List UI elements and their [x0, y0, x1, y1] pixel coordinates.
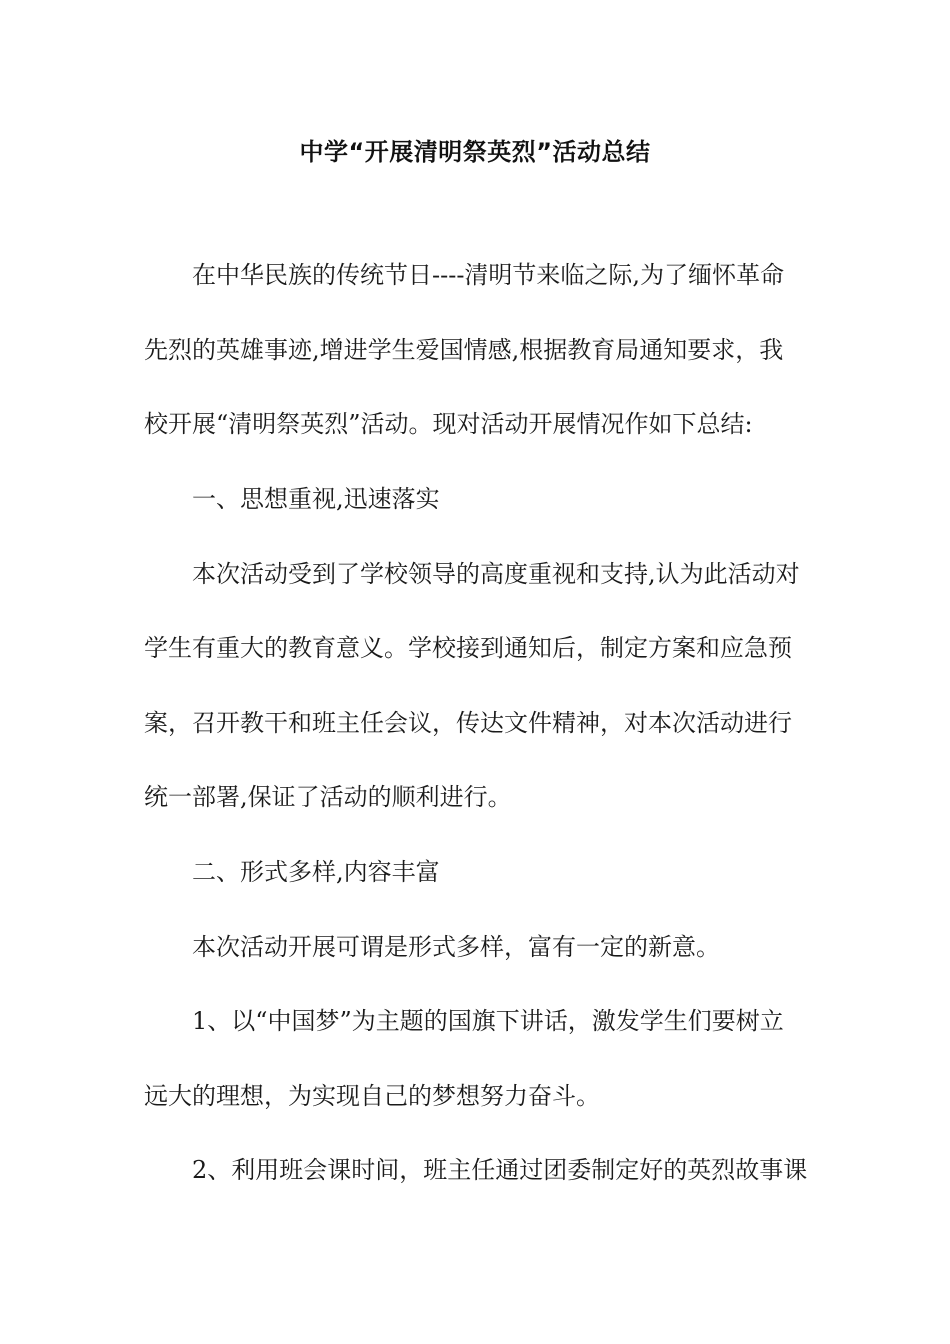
- paragraph-line: 在中华民族的传统节日----清明节来临之际,为了缅怀革命: [192, 261, 785, 289]
- section-heading: 一、思想重视,迅速落实: [192, 485, 440, 513]
- paragraph-line: 本次活动开展可谓是形式多样，富有一定的新意。: [192, 933, 720, 961]
- paragraph-line: 先烈的英雄事迹,增进学生爱国情感,根据教育局通知要求，我: [144, 336, 784, 364]
- document-title: 中学“开展清明祭英烈”活动总结: [299, 138, 651, 166]
- list-item-line: 2、利用班会课时间，班主任通过团委制定好的英烈故事课: [192, 1156, 808, 1184]
- paragraph-line: 案，召开教干和班主任会议，传达文件精神，对本次活动进行: [144, 709, 792, 737]
- paragraph-line: 学生有重大的教育意义。学校接到通知后，制定方案和应急预: [144, 634, 792, 662]
- paragraph-line: 本次活动受到了学校领导的高度重视和支持,认为此活动对: [192, 560, 800, 588]
- paragraph-line: 统一部署,保证了活动的顺利进行。: [144, 783, 512, 811]
- paragraph-line: 校开展“清明祭英烈”活动。现对活动开展情况作如下总结:: [144, 410, 753, 438]
- list-item-line: 远大的理想，为实现自己的梦想努力奋斗。: [144, 1082, 600, 1110]
- section-heading: 二、形式多样,内容丰富: [192, 858, 440, 886]
- list-item-line: 1、以“中国梦”为主题的国旗下讲话，激发学生们要树立: [192, 1007, 784, 1035]
